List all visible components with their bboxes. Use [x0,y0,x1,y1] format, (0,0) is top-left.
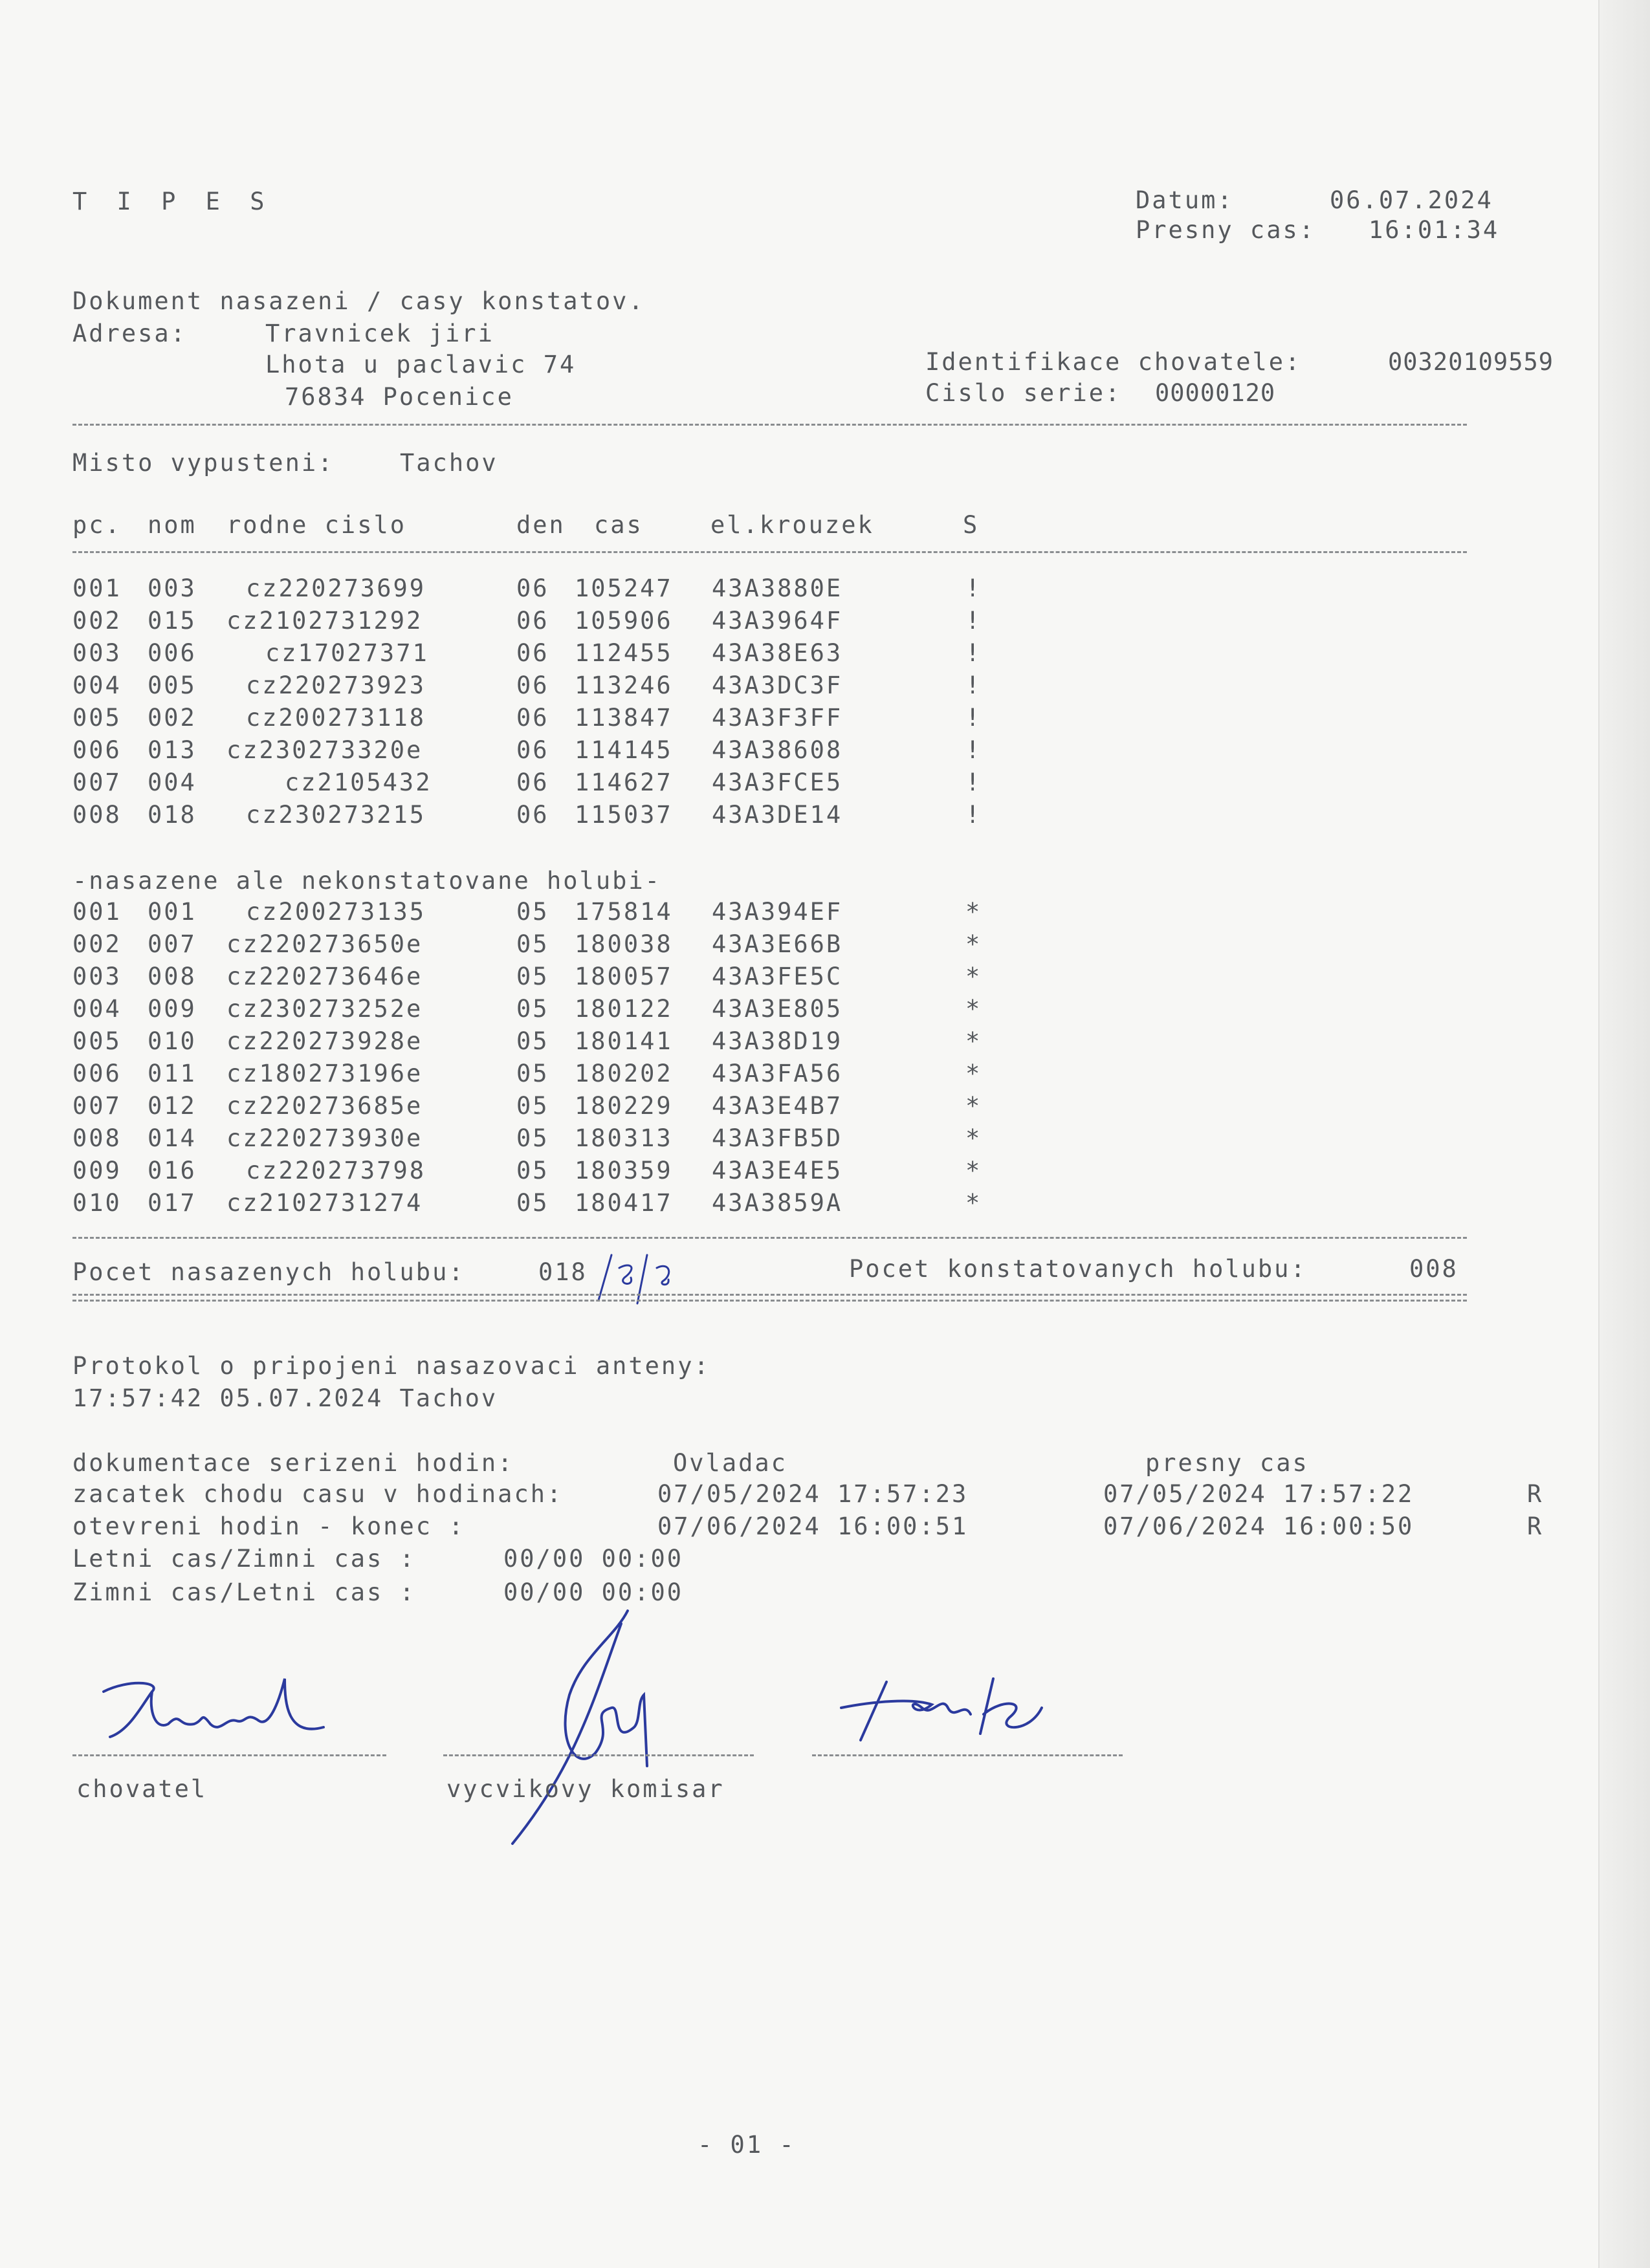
row-pc: 007 [72,769,122,796]
col-header-ring: rodne cislo [226,511,407,539]
row-pc: 003 [72,963,122,990]
commissioner-label: vycvikovy komisar [446,1775,725,1803]
row-status: * [965,1060,982,1087]
row-status: * [965,1027,982,1055]
row-nom: 018 [148,801,197,829]
separator-double [72,1294,1467,1302]
clocked-value: 008 [1409,1255,1458,1283]
row-pc: 004 [72,671,122,699]
row-status: ! [965,801,982,829]
row-status: * [965,963,982,990]
breeder-signature-line [72,1754,386,1756]
time-value: 16:01:34 [1369,216,1500,244]
row-status: ! [965,574,982,602]
row-ring: cz220273646e [226,963,423,990]
row-day: 06 [516,769,549,796]
row-time: 105906 [575,607,673,635]
row-ring: cz2102731274 [226,1189,423,1217]
separator [72,1237,1467,1239]
row-nom: 009 [148,995,197,1023]
row-ring: cz2102731292 [226,607,423,635]
row-nom: 004 [148,769,197,796]
row-ring: cz220273685e [226,1092,423,1120]
row-time: 180057 [575,963,673,990]
row-day: 05 [516,898,549,926]
brand: T I P E S [72,188,272,215]
row-status: * [965,930,982,958]
row-time: 113246 [575,671,673,699]
row-chip: 43A3E805 [712,995,843,1023]
row-nom: 011 [148,1060,197,1087]
row-day: 06 [516,736,549,764]
row-day: 06 [516,704,549,732]
col-header-chip: el.krouzek [710,511,874,539]
winter-summer-value: 00/00 00:00 [503,1578,684,1606]
row-status: * [965,1157,982,1184]
row-status: * [965,1189,982,1217]
row-nom: 006 [148,639,197,667]
address-line-2: Lhota u paclavic 74 [265,351,577,378]
not-clocked-title: -nasazene ale nekonstatovane holubi- [72,867,661,895]
clock-doc-label: dokumentace serizeni hodin: [72,1449,514,1477]
row-nom: 008 [148,963,197,990]
series-label: Cislo serie: [925,379,1122,407]
date-value: 06.07.2024 [1330,186,1493,214]
clock-col-exact: presny cas [1145,1449,1309,1477]
row-ring: cz230273320e [226,736,423,764]
time-label: Presny cas: [1136,216,1316,244]
commissioner-signature-line [443,1754,754,1756]
row-nom: 010 [148,1027,197,1055]
row-time: 112455 [575,639,673,667]
row-day: 05 [516,930,549,958]
row-nom: 007 [148,930,197,958]
row-ring: cz200273118 [246,704,426,732]
row-chip: 43A3E4E5 [712,1157,843,1184]
row-nom: 017 [148,1189,197,1217]
row-nom: 016 [148,1157,197,1184]
row-status: * [965,1124,982,1152]
row-chip: 43A3E4B7 [712,1092,843,1120]
clocked-label: Pocet konstatovanych holubu: [849,1255,1307,1283]
page-number: - 01 - [698,2131,796,2159]
row-ring: cz200273135 [246,898,426,926]
row-pc: 002 [72,930,122,958]
row-time: 105247 [575,574,673,602]
clock-start-exact: 07/05/2024 17:57:22 [1103,1480,1414,1508]
row-pc: 004 [72,995,122,1023]
row-nom: 003 [148,574,197,602]
row-day: 05 [516,1157,549,1184]
row-chip: 43A3F3FF [712,704,843,732]
row-day: 05 [516,1027,549,1055]
row-chip: 43A38D19 [712,1027,843,1055]
row-status: ! [965,607,982,635]
row-ring: cz220273930e [226,1124,423,1152]
row-ring: cz230273252e [226,995,423,1023]
row-nom: 001 [148,898,197,926]
clock-start-label: zacatek chodu casu v hodinach: [72,1480,564,1508]
row-chip: 43A38608 [712,736,843,764]
address-line-1: Travnicek jiri [265,320,494,347]
row-pc: 005 [72,1027,122,1055]
breeder-id-label: Identifikace chovatele: [925,348,1302,376]
row-pc: 006 [72,1060,122,1087]
row-ring: cz2105432 [285,769,432,796]
clock-start-controller: 07/05/2024 17:57:23 [657,1480,969,1508]
row-chip: 43A3964F [712,607,843,635]
address-label: Adresa: [72,320,187,347]
clock-end-controller: 07/06/2024 16:00:51 [657,1512,969,1540]
separator [72,551,1467,553]
winter-summer-label: Zimni cas/Letni cas : [72,1578,416,1606]
basketed-label: Pocet nasazenych holubu: [72,1258,465,1286]
clock-start-flag: R [1527,1480,1544,1508]
row-pc: 009 [72,1157,122,1184]
breeder-signature [91,1666,343,1750]
col-header-time: cas [594,511,643,539]
row-time: 180141 [575,1027,673,1055]
row-ring: cz220273699 [246,574,426,602]
release-label: Misto vypusteni: [72,449,335,477]
row-chip: 43A3FA56 [712,1060,843,1087]
protocol-title: Protokol o pripojeni nasazovaci anteny: [72,1352,710,1380]
col-header-status: S [963,511,980,539]
row-pc: 005 [72,704,122,732]
row-day: 05 [516,1092,549,1120]
col-header-day: den [516,511,566,539]
row-chip: 43A3880E [712,574,843,602]
row-time: 113847 [575,704,673,732]
row-time: 180122 [575,995,673,1023]
col-header-nom: nom [148,511,197,539]
row-pc: 008 [72,1124,122,1152]
row-status: ! [965,639,982,667]
row-day: 06 [516,801,549,829]
row-nom: 002 [148,704,197,732]
release-place: Tachov [400,449,498,477]
row-nom: 005 [148,671,197,699]
row-time: 180417 [575,1189,673,1217]
row-time: 180313 [575,1124,673,1152]
basketed-value: 018 [538,1258,588,1286]
commissioner-signature [498,1598,731,1857]
date-label: Datum: [1136,186,1234,214]
row-day: 06 [516,671,549,699]
row-day: 06 [516,639,549,667]
row-chip: 43A3859A [712,1189,843,1217]
row-pc: 010 [72,1189,122,1217]
row-day: 05 [516,1189,549,1217]
row-pc: 006 [72,736,122,764]
row-nom: 015 [148,607,197,635]
row-pc: 002 [72,607,122,635]
summer-winter-label: Letni cas/Zimni cas : [72,1545,416,1573]
row-ring: cz180273196e [226,1060,423,1087]
protocol-line: 17:57:42 05.07.2024 Tachov [72,1384,498,1412]
row-pc: 003 [72,639,122,667]
row-time: 114627 [575,769,673,796]
row-pc: 008 [72,801,122,829]
series-value: 00000120 [1155,379,1276,407]
row-day: 05 [516,1060,549,1087]
row-chip: 43A3E66B [712,930,843,958]
row-ring: cz220273923 [246,671,426,699]
summer-winter-value: 00/00 00:00 [503,1545,684,1573]
row-ring: cz220273928e [226,1027,423,1055]
row-status: ! [965,671,982,699]
row-time: 180229 [575,1092,673,1120]
row-time: 115037 [575,801,673,829]
row-status: * [965,995,982,1023]
row-status: ! [965,704,982,732]
row-nom: 014 [148,1124,197,1152]
row-chip: 43A394EF [712,898,843,926]
row-nom: 012 [148,1092,197,1120]
row-chip: 43A3DC3F [712,671,843,699]
row-day: 05 [516,963,549,990]
row-chip: 43A38E63 [712,639,843,667]
document-title: Dokument nasazeni / casy konstatov. [72,287,645,315]
row-status: * [965,898,982,926]
breeder-id: 00320109559 [1388,348,1554,376]
row-status: * [965,1092,982,1120]
row-time: 175814 [575,898,673,926]
clock-end-exact: 07/06/2024 16:00:50 [1103,1512,1414,1540]
row-ring: cz220273650e [226,930,423,958]
row-ring: cz17027371 [265,639,429,667]
clock-end-flag: R [1527,1512,1544,1540]
clock-end-label: otevreni hodin - konec : [72,1512,465,1540]
paper-edge [1598,0,1650,2268]
row-chip: 43A3FCE5 [712,769,843,796]
row-chip: 43A3DE14 [712,801,843,829]
row-status: ! [965,769,982,796]
col-header-pc: pc. [72,511,122,539]
separator [72,424,1467,426]
clock-col-controller: Ovladac [673,1449,787,1477]
row-nom: 013 [148,736,197,764]
row-ring: cz230273215 [246,801,426,829]
row-pc: 007 [72,1092,122,1120]
row-time: 114145 [575,736,673,764]
row-day: 06 [516,607,549,635]
row-day: 05 [516,1124,549,1152]
row-day: 05 [516,995,549,1023]
address-line-3: 76834 Pocenice [285,383,514,411]
row-day: 06 [516,574,549,602]
row-chip: 43A3FE5C [712,963,843,990]
row-pc: 001 [72,898,122,926]
row-ring: cz220273798 [246,1157,426,1184]
row-chip: 43A3FB5D [712,1124,843,1152]
row-time: 180038 [575,930,673,958]
third-signature-line [812,1754,1123,1756]
row-pc: 001 [72,574,122,602]
row-time: 180359 [575,1157,673,1184]
row-time: 180202 [575,1060,673,1087]
third-signature [835,1669,1055,1753]
row-status: ! [965,736,982,764]
breeder-label: chovatel [76,1775,208,1803]
